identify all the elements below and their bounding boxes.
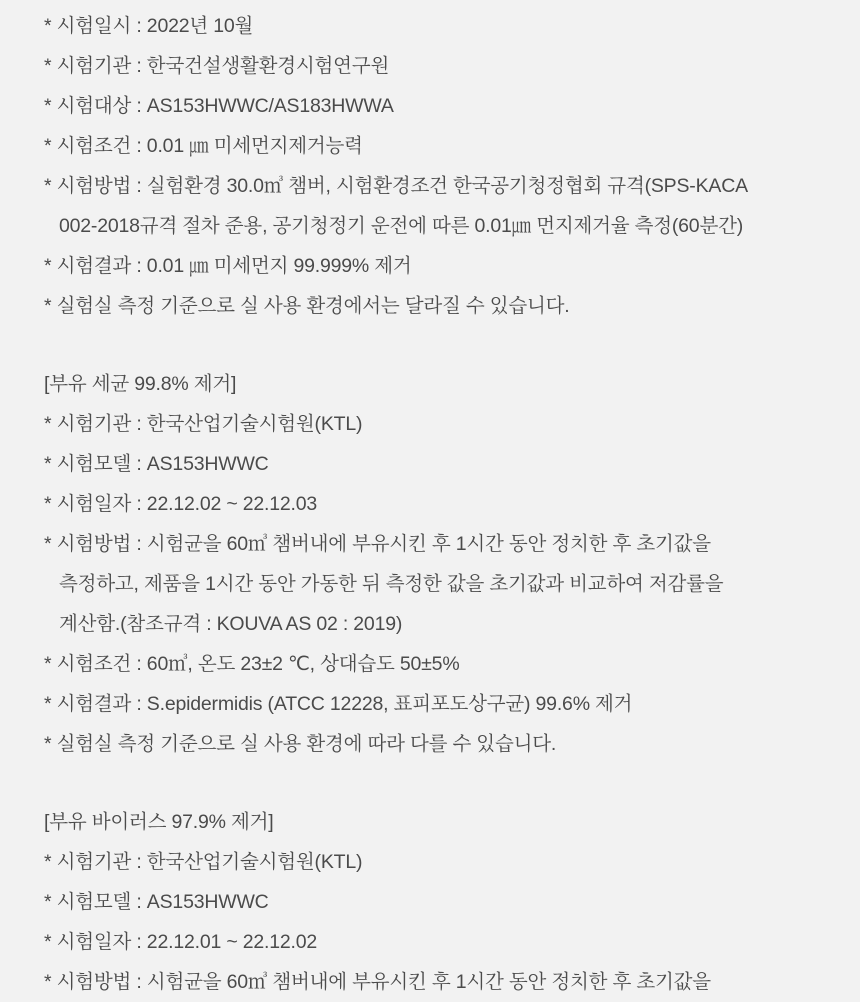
text-line: * 시험대상 : AS153HWWC/AS183HWWA xyxy=(44,95,394,117)
fine-dust-block xyxy=(44,6,816,326)
text-line: * 시험기관 : 한국산업기술시험원(KTL) xyxy=(44,413,363,435)
text-line: * 시험결과 : 0.01 ㎛ 미세먼지 99.999% 제거 xyxy=(44,255,412,277)
text-line: * 시험방법 : 실험환경 30.0㎥ 챔버, 시험환경조건 한국공기청정협회 규격(SPS-KACA xyxy=(44,175,748,197)
airborne-virus-block xyxy=(44,802,816,1002)
text-line: * 시험기관 : 한국산업기술시험원(KTL) xyxy=(44,851,363,873)
document-body xyxy=(44,6,816,1002)
text-line: 계산함.(참조규격 : KOUVA AS 02 : 2019) xyxy=(59,613,403,635)
text-line: 002-2018규격 절차 준용, 공기청정기 운전에 따른 0.01㎛ 먼지제거율 측정(60분간) xyxy=(59,215,744,237)
text-line: * 실험실 측정 기준으로 실 사용 환경에서는 달라질 수 있습니다. xyxy=(44,295,570,317)
text-line: 측정하고, 제품을 1시간 동안 가동한 뒤 측정한 값을 초기값과 비교하여 저감률을 xyxy=(59,573,724,595)
text-line: * 시험결과 : S.epidermidis (ATCC 12228, 표피포도상구균) 99.6% 제거 xyxy=(44,693,633,715)
airborne-bacteria-block xyxy=(44,364,816,764)
text-line: * 시험모델 : AS153HWWC xyxy=(44,453,269,475)
text-line: * 시험조건 : 0.01 ㎛ 미세먼지제거능력 xyxy=(44,135,363,157)
text-line: * 시험방법 : 시험균을 60㎥ 챔버내에 부유시킨 후 1시간 동안 정치한 후 초기값을 xyxy=(44,971,711,993)
text-line: * 시험방법 : 시험균을 60㎥ 챔버내에 부유시킨 후 1시간 동안 정치한 후 초기값을 xyxy=(44,533,711,555)
text-line: * 시험기관 : 한국건설생활환경시험연구원 xyxy=(44,55,390,77)
text-line: * 시험모델 : AS153HWWC xyxy=(44,891,269,913)
text-line: * 실험실 측정 기준으로 실 사용 환경에 따라 다를 수 있습니다. xyxy=(44,733,557,755)
text-line: [부유 바이러스 97.9% 제거] xyxy=(44,811,274,833)
text-line: [부유 세균 99.8% 제거] xyxy=(44,373,237,395)
text-line: * 시험조건 : 60㎥, 온도 23±2 ℃, 상대습도 50±5% xyxy=(44,653,460,675)
text-line: * 시험일시 : 2022년 10월 xyxy=(44,15,254,37)
text-line: * 시험일자 : 22.12.02 ~ 22.12.03 xyxy=(44,493,318,515)
text-line: * 시험일자 : 22.12.01 ~ 22.12.02 xyxy=(44,931,318,953)
